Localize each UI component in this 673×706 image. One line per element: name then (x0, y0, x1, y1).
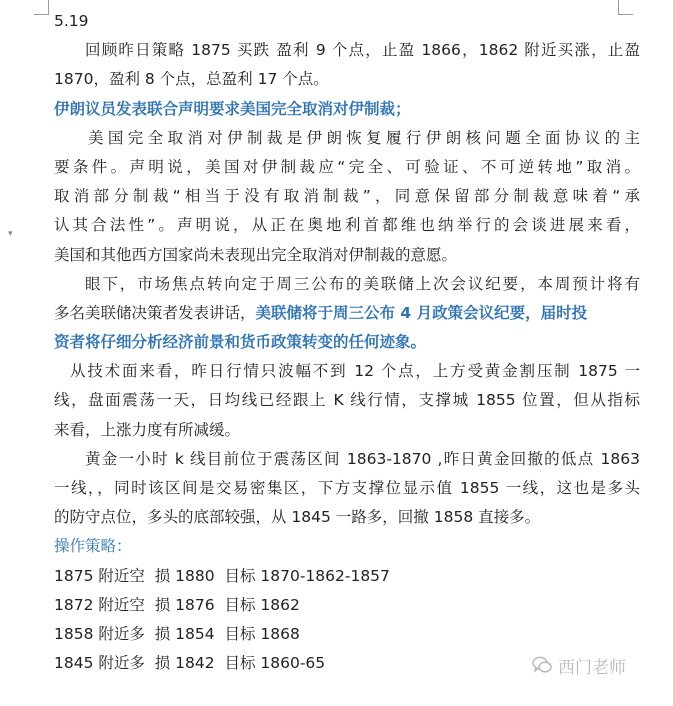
technical-line-3: 来看，上涨力度有所减缓。 (54, 420, 241, 439)
hourly-line-3: 的防守点位，多头的底部较强，从 1845 一路多，回撤 1858 直接多。 (54, 508, 541, 527)
hourly-line-2: 一线，，同时该区间是交易密集区，下方支撑位显示值 1855 一线，这也是多头 (54, 479, 640, 497)
market-line-1: 眼下，市场焦点转向定于周三公布的美联储上次会议纪要，本周预计将有 (85, 274, 640, 293)
strategy-item-2: 1872 附近空 损 1876 目标 1862 (54, 595, 300, 614)
technical-line-1: 从技术面来看，昨日行情只波幅不到 12 个点，上方受黄金割压制 1875 一 (70, 362, 640, 381)
watermark (528, 651, 630, 679)
strategy-item-4: 1845 附近多 损 1842 目标 1860-65 (54, 654, 326, 673)
news-line-5: 美国和其他西方国家尚未表现出完全取消对伊制裁的意愿。 (54, 245, 458, 264)
news-line-1: 美国完全取消对伊制裁是伊朗恢复履行伊朗核问题全面协议的主 (88, 128, 640, 147)
strategy-item-3: 1858 附近多 损 1854 目标 1868 (54, 624, 300, 643)
strategy-title: 操作策略： (54, 537, 132, 556)
margin-marker-icon: ▾ (8, 229, 13, 239)
headline: 伊朗议员发表联合声明要求美国完全取消对伊制裁； (54, 99, 411, 118)
hourly-line-1: 黄金一小时 k 线目前位于震荡区间 1863-1870 ,昨日黄金回撤的低点 1863 (85, 449, 640, 468)
watermark-text: 西门老师 (558, 657, 626, 678)
date-line: 5.19 (54, 12, 89, 30)
recap-line-2: 1870，盈利 8 个点，总盈利 17 个点。 (54, 70, 329, 89)
news-line-3: 取消部分制裁“相当于没有取消制裁”，同意保留部分制裁意味着“承 (54, 187, 640, 206)
page-corner-mark-left (34, 0, 49, 15)
market-line-2-plain: 多名美联储决策者发表讲话， (54, 303, 256, 322)
news-line-2: 要条件。声明说，美国对伊制裁应“完全、可验证、不可逆转地”取消。 (54, 157, 640, 176)
market-line-3-emphasis: 资者将仔细分析经济前景和货币政策转变的任何迹象。 (54, 333, 427, 352)
news-line-4: 认其合法性”。声明说，从正在奥地利首都维也纳举行的会谈进展来看， (54, 216, 640, 235)
market-line-2 (54, 299, 640, 328)
wechat-bubble-icon (532, 656, 552, 674)
market-line-2-emphasis: 美联储将于周三公布 4 月政策会议纪要，届时投 (255, 303, 588, 322)
recap-line-1: 回顾昨日策略 1875 买跌 盈利 9 个点，止盈 1866，1862 附近买涨，止盈 (85, 41, 640, 60)
technical-line-2: 线，盘面震荡一天，日均线已经跟上 K 线行情，支撑城 1855 位置，但从指标 (54, 391, 640, 410)
strategy-item-1: 1875 附近空 损 1880 目标 1870-1862-1857 (54, 566, 390, 585)
document-body (54, 7, 640, 678)
